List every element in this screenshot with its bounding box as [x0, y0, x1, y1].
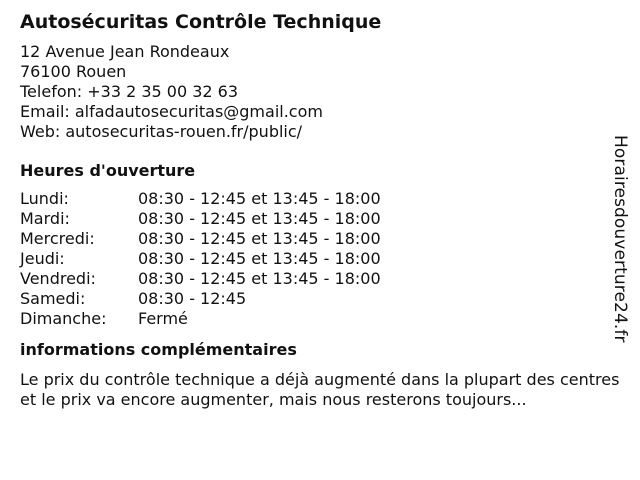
business-card — [20, 10, 620, 410]
hours-time: 08:30 - 12:45 et 13:45 - 18:00 — [138, 249, 381, 268]
hours-day: Mardi: — [20, 209, 70, 228]
hours-day: Samedi: — [20, 289, 86, 308]
hours-time: Fermé — [138, 309, 188, 328]
hours-day: Jeudi: — [20, 249, 65, 268]
hours-row-tuesday — [20, 209, 620, 229]
hours-time: 08:30 - 12:45 et 13:45 - 18:00 — [138, 189, 381, 208]
hours-time: 08:30 - 12:45 et 13:45 - 18:00 — [138, 209, 381, 228]
hours-day: Mercredi: — [20, 229, 95, 248]
hours-time: 08:30 - 12:45 et 13:45 - 18:00 — [138, 269, 381, 288]
address-city: 76100 Rouen — [20, 62, 127, 81]
hours-day: Vendredi: — [20, 269, 96, 288]
hours-day: Lundi: — [20, 189, 69, 208]
hours-row-wednesday — [20, 229, 620, 249]
hours-row-friday — [20, 269, 620, 289]
hours-row-monday — [20, 189, 620, 209]
web-line: Web: autosecuritas-rouen.fr/public/ — [20, 122, 303, 141]
hours-row-saturday — [20, 289, 620, 309]
hours-row-sunday — [20, 309, 620, 329]
hours-time: 08:30 - 12:45 et 13:45 - 18:00 — [138, 229, 381, 248]
hours-heading: Heures d'ouverture — [20, 161, 196, 180]
hours-day: Dimanche: — [20, 309, 107, 328]
phone-line: Telefon: +33 2 35 00 32 63 — [20, 82, 239, 101]
info-text: Le prix du contrôle technique a déjà augmenté dans la plupart des centres et le prix va encore augmenter, mais nous resterons toujours... — [20, 370, 620, 409]
hours-row-thursday — [20, 249, 620, 269]
address-block — [20, 42, 620, 142]
address-street: 12 Avenue Jean Rondeaux — [20, 42, 230, 61]
business-name: Autosécuritas Contrôle Technique — [20, 11, 382, 33]
info-heading: informations complémentaires — [20, 340, 297, 359]
email-line: Email: alfadautosecuritas@gmail.com — [20, 102, 323, 121]
hours-time: 08:30 - 12:45 — [138, 289, 247, 308]
hours-table — [20, 189, 620, 329]
side-brand-watermark: Horairesdouverture24.fr — [610, 135, 630, 343]
